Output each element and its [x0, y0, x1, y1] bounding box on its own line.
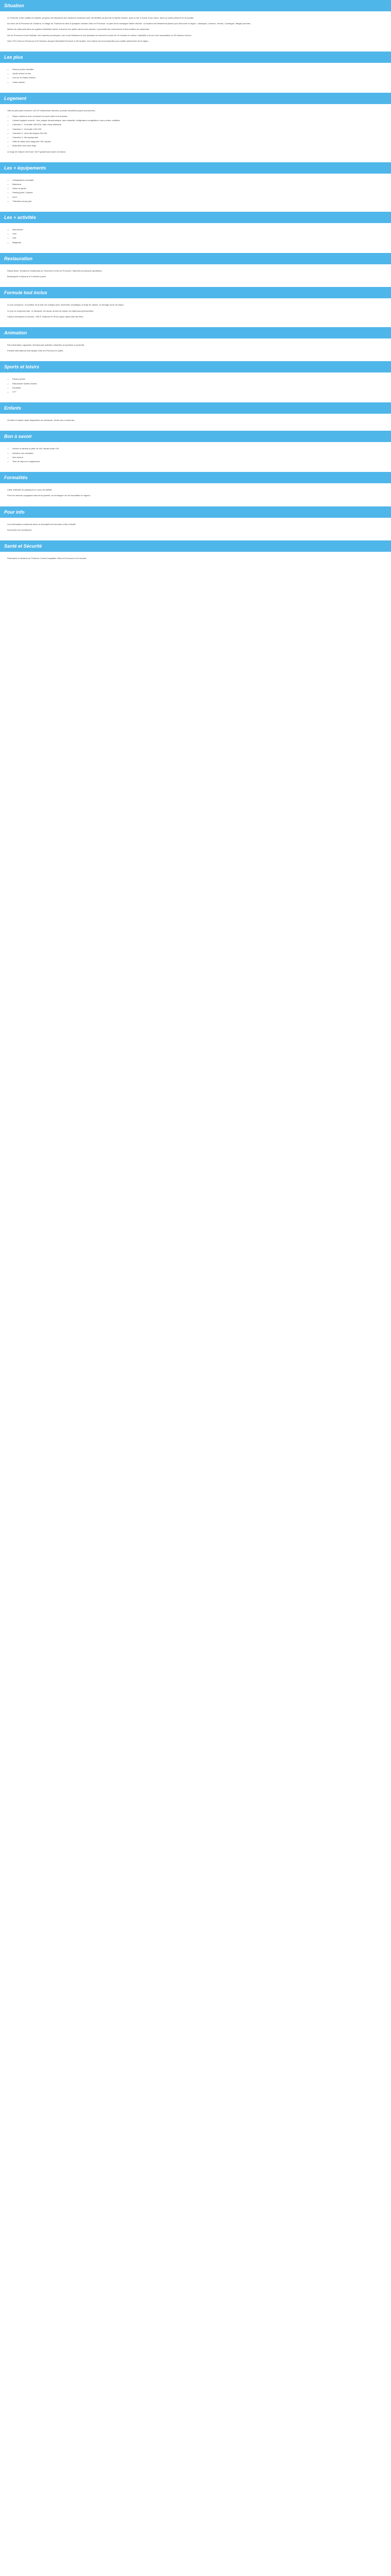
paragraph: Gare TGV d'Aix-en-Provence à 20 minutes, aéroport Marseille-Provence à 25 minutes. Une voiture est recommandée pour profiter pleinement de la région.	[7, 39, 149, 42]
list-item: • Randonnée	[12, 228, 384, 231]
section-bon-a-savoir	[0, 431, 391, 472]
section-title: Enfants	[0, 402, 391, 414]
section-title: Situation	[0, 0, 391, 11]
list-item: • Chambre 2 : lit double 140×190	[12, 128, 384, 131]
section-activites	[0, 212, 391, 253]
list-item: • Escalade	[12, 386, 384, 389]
paragraph: Villa de plain-pied d'environ 120 m² entièrement rénovée, pouvant accueillir jusqu'à 8 personnes.	[7, 109, 96, 112]
paragraph: Lit bébé et chaise haute disponibles sur demande. Jardin clos et sécurisé.	[7, 419, 75, 422]
list-item: • Chambre 1 : lit double 160×200, salle d'eau attenante	[12, 123, 384, 126]
list-item: • Arrivée le samedi à partir de 16h, départ avant 10h	[12, 447, 384, 450]
list-item: • Piscine privée	[12, 378, 384, 381]
list-item: • Climatisation réversible	[12, 179, 384, 182]
list-item: • Piscine privée chauffée	[12, 68, 384, 71]
list-item: • Golf	[12, 236, 384, 240]
paragraph: Le linge de maison est fourni. Wi-Fi gratuit dans toute la maison.	[7, 150, 67, 153]
page	[0, 0, 391, 569]
list-item: • Baignade	[12, 241, 384, 244]
section-situation	[0, 0, 391, 52]
list-item: • Calme absolu	[12, 81, 384, 84]
list-item: • Vélo	[12, 232, 384, 235]
section-title: Les plus	[0, 52, 391, 63]
section-logement	[0, 93, 391, 162]
list-item: • Randonnée Sainte-Victoire	[12, 382, 384, 385]
section-title: Les + équipements	[0, 162, 391, 174]
list-item: • Taxe de séjour en supplément	[12, 460, 384, 463]
paragraph: Carte d'identité ou passeport en cours de validité.	[7, 488, 53, 492]
paragraph: Pas d'animation organisée. Nombreuses activités culturelles et sportives à proximité.	[7, 343, 85, 346]
list-item: • Animaux non acceptés	[12, 452, 384, 455]
paragraph: Le prix ne comprend pas : le transport, les repas, la taxe de séjour, les dépenses personnelles.	[7, 309, 94, 312]
list-item: • Chambre 3 : deux lits simples 90×190	[12, 132, 384, 135]
section-restauration	[0, 253, 391, 287]
list-item: • Séjour lumineux avec cheminée et accès direct à la terrasse	[12, 115, 384, 118]
section-equipements	[0, 162, 391, 212]
paragraph: Document non contractuel.	[7, 528, 32, 531]
paragraph: Aix-en-Provence et ses festivals, ses marchés provençaux, son cours Mirabeau et ses fontaines se trouvent à moins de 10 minutes en voiture. Marseille et la mer sont accessibles en 30 minutes environ.	[7, 33, 192, 37]
list-item: • Buanderie avec lave-linge	[12, 144, 384, 147]
paragraph: Caution demandée à l'arrivée : 500 €, restituée en fin de séjour après état des lieux.	[7, 315, 84, 318]
list-item: • Salon de jardin	[12, 187, 384, 190]
list-item: • Vue sur la Sainte-Victoire	[12, 76, 384, 79]
paragraph: Pharmacie et médecin au Tholonet. Centre hospitalier d'Aix-en-Provence à 10 minutes.	[7, 556, 87, 560]
paragraph: Le prix comprend : la location de la villa, les charges (eau, électricité, chauffage), le linge de maison, le ménage de fin de séjour.	[7, 303, 124, 307]
list-item: • VTT	[12, 391, 384, 394]
section-enfants	[0, 402, 391, 431]
paragraph: Boulangerie et épicerie à 5 minutes à pied.	[7, 275, 46, 278]
section-title: Animation	[0, 327, 391, 338]
list-item: • Salle de bains avec baignoire, WC séparé	[12, 140, 384, 143]
section-formalites	[0, 472, 391, 506]
section-title: Pour info	[0, 506, 391, 518]
section-sante	[0, 540, 391, 569]
section-les-plus	[0, 52, 391, 93]
section-pour-info	[0, 506, 391, 540]
list-item: • Télévision écran plat	[12, 200, 384, 203]
section-title: Santé et Sécurité	[0, 540, 391, 552]
paragraph: Maison de plain-pied dans un quartier résidentiel calme, entourée d'un jardin arboré avec piscine, à proximité des commerces et des sentiers de randonnée.	[7, 28, 150, 31]
section-title: Formule tout inclus	[0, 287, 391, 298]
list-item: • Jardin arboré et clos	[12, 72, 384, 75]
list-item: • Barbecue	[12, 183, 384, 186]
section-sports	[0, 361, 391, 402]
paragraph: Pour les mineurs voyageant sans leurs parents, se renseigner sur les formalités en vigueur.	[7, 494, 91, 497]
list-item: • Parking privé 2 places	[12, 191, 384, 194]
section-title: Bon à savoir	[0, 431, 391, 442]
paragraph: Les informations contenues dans ce descriptif sont données à titre indicatif.	[7, 522, 76, 526]
section-title: Restauration	[0, 253, 391, 264]
list-item: • Cuisine équipée ouverte : four, plaque vitrocéramique, lave-vaisselle, réfrigérateur-congélateur, micro-ondes, cafetière	[12, 119, 384, 122]
section-title: Sports et loisirs	[0, 361, 391, 372]
section-title: Formalités	[0, 472, 391, 483]
section-animation	[0, 327, 391, 361]
list-item: • Non-fumeur	[12, 456, 384, 459]
section-formule	[0, 287, 391, 327]
paragraph: Au cœur de la Provence de Cézanne, le village du Tholonet se situe à quelques minutes d'Aix-en-Provence, au pied de la montagne Sainte-Victoire. La location est idéalement placée pour découvrir la région : calanques, Luberon, Verdon, Camargue, villages perchés…	[7, 22, 253, 25]
paragraph: Repas libres. Nombreux restaurants au Tholonet et à Aix-en-Provence. Marchés provençaux quotidiens.	[7, 269, 103, 272]
list-item: • Wi-Fi	[12, 196, 384, 199]
section-title: Les + activités	[0, 212, 391, 223]
list-item: • Chambre 4 : lits superposés	[12, 136, 384, 139]
paragraph: Le Tholonet, entre ruralité et urbanité, propose aux Alsaciens des vacances modernes pour les familles au pied de la Sainte-Victoire, avec la mer à moins d'une heure, dans un cadre préservé et de qualité.	[7, 16, 194, 19]
paragraph: Festival international d'art lyrique d'Aix-en-Provence en juillet.	[7, 349, 63, 352]
section-title: Logement	[0, 93, 391, 104]
